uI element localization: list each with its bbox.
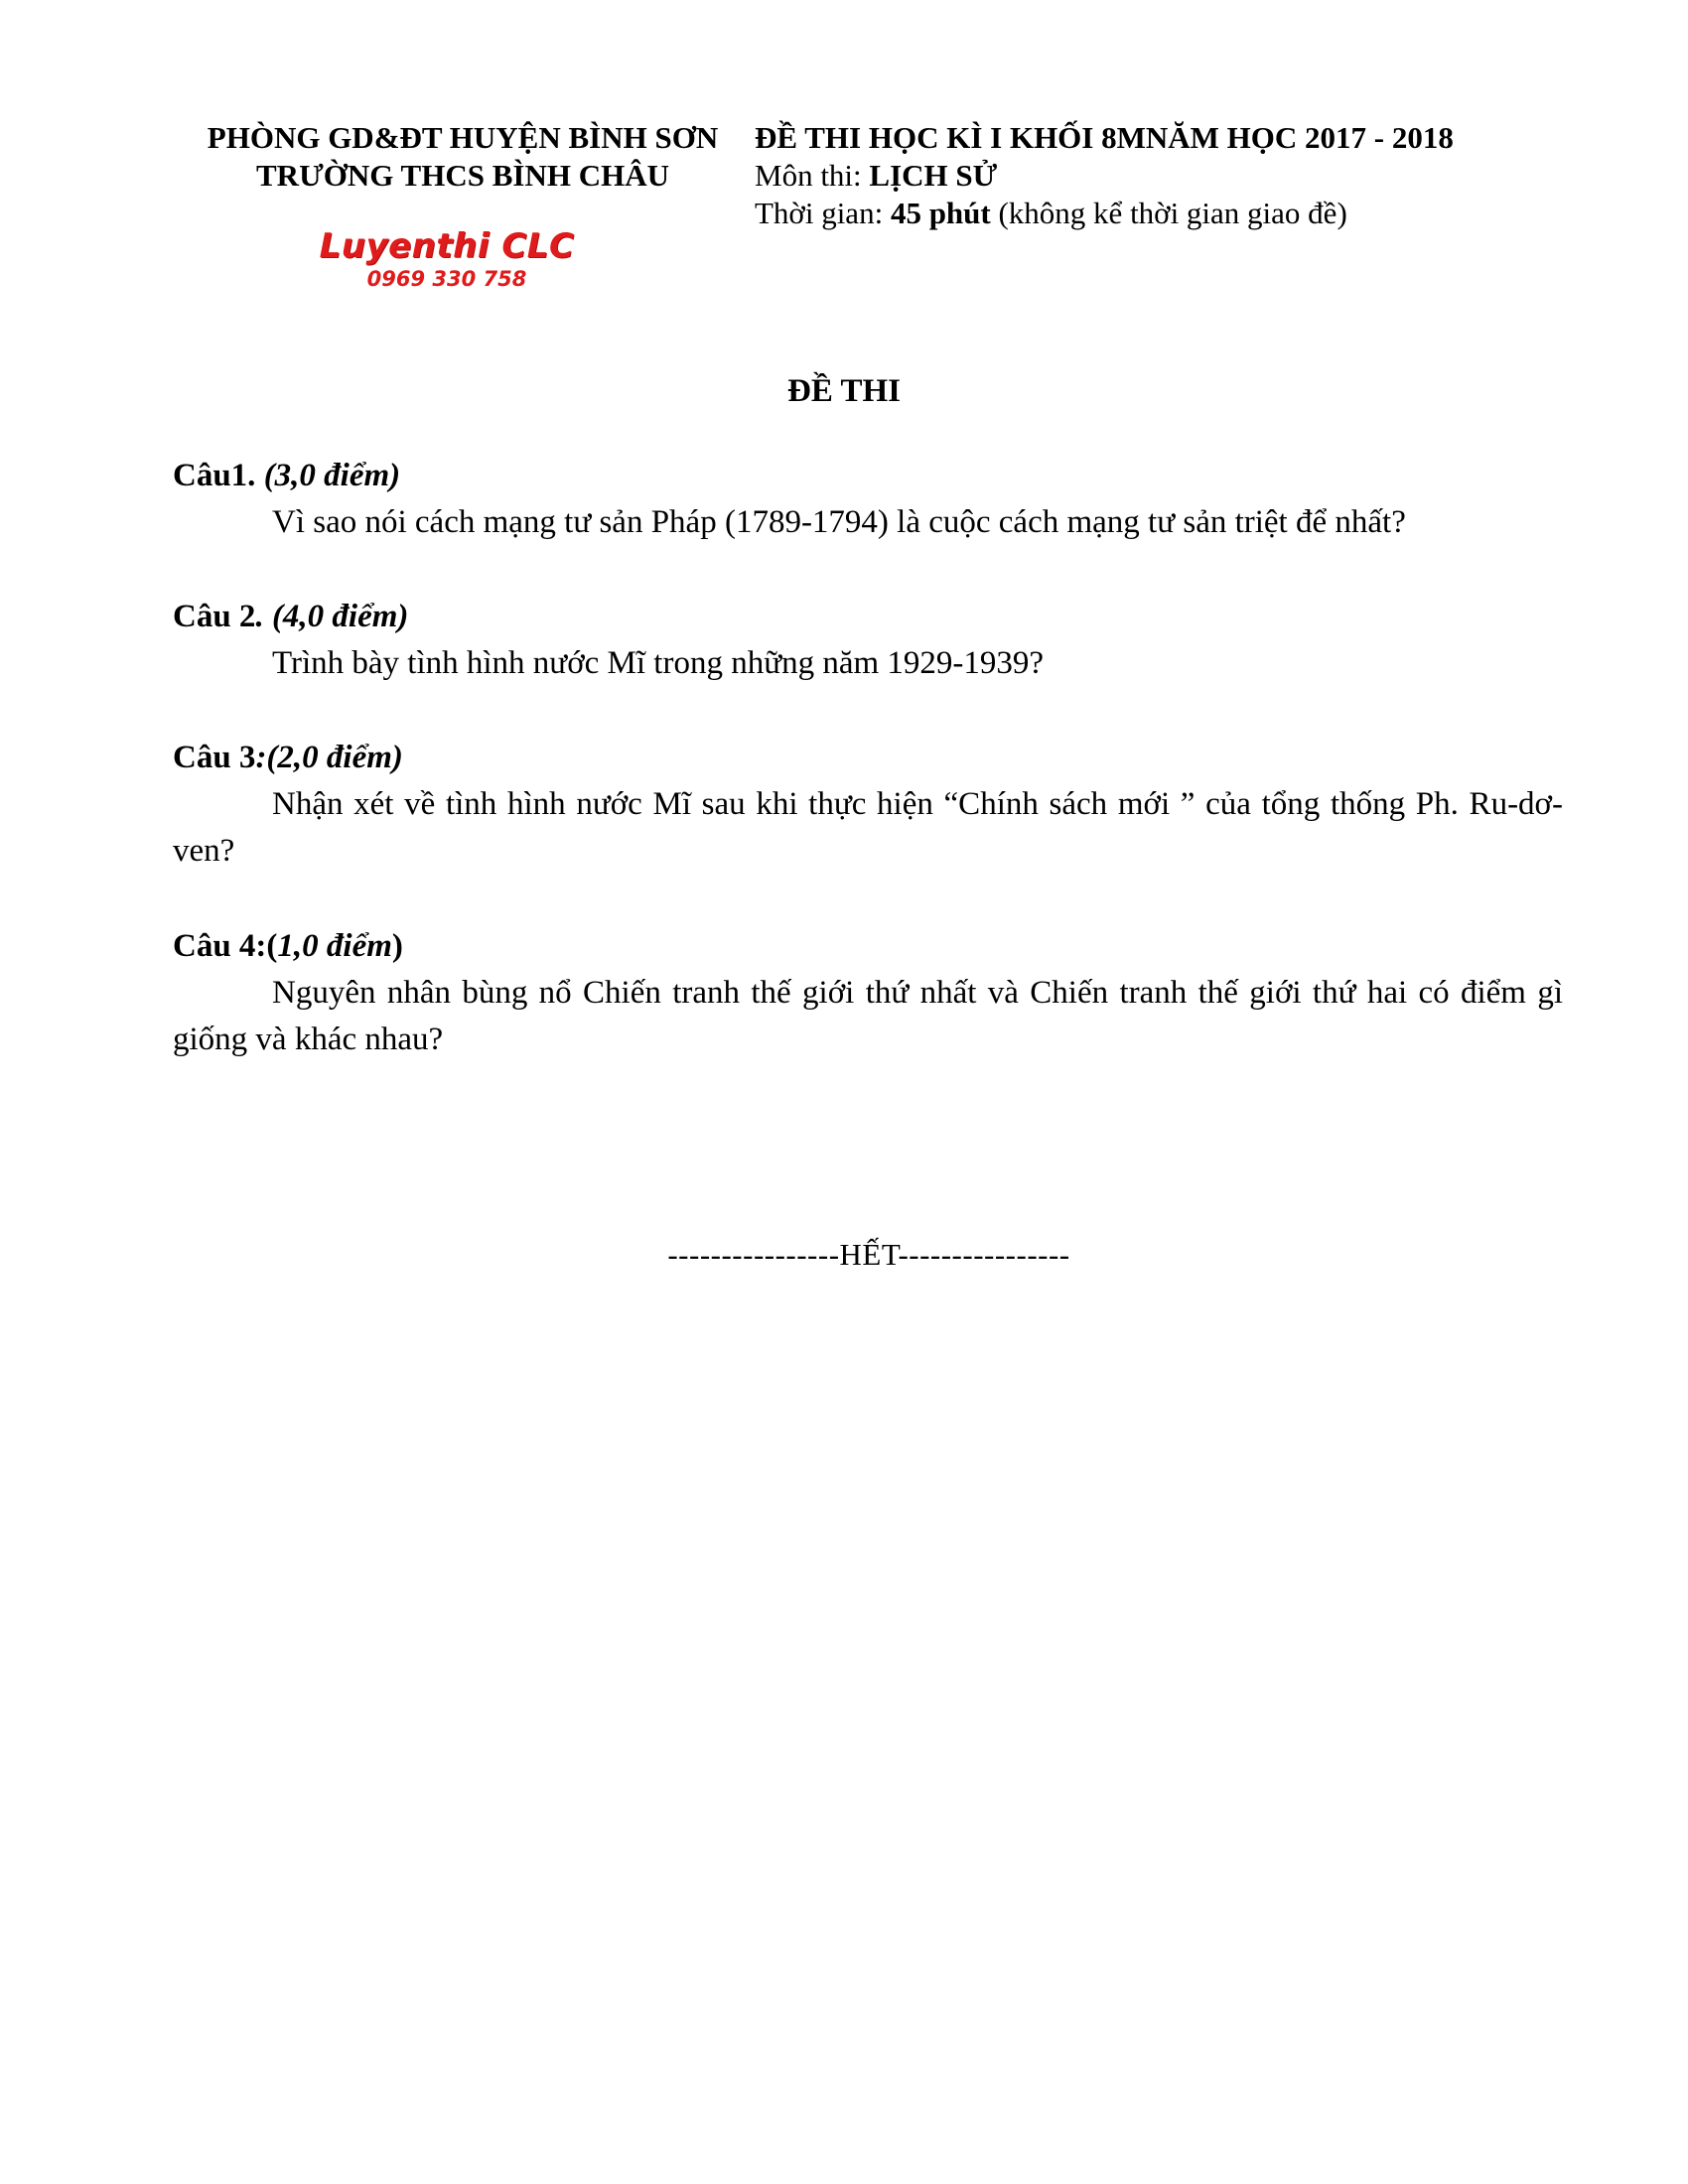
question-3-label: Câu 3 [173,740,256,775]
question-1-points: (3,0 điểm) [263,458,401,493]
question-2 [173,594,1563,687]
question-1-heading [173,453,1563,499]
question-3-points: :(2,0 điểm) [255,740,403,775]
question-4-heading [173,923,1563,970]
question-2-label: Câu 2 [173,599,256,634]
document-title: ĐỀ THI [786,373,902,409]
header-left [195,119,731,195]
time-line [755,195,1609,232]
question-1-label: Câu1. [173,458,264,493]
question-3-heading [173,735,1563,781]
question-4-text: Nguyên nhân bùng nổ Chiến tranh thế giới thứ nhất và Chiến tranh thế giới thứ hai có điểm gì giống và khác nhau? [173,975,1563,1057]
time-value: 45 phút [890,196,991,230]
question-3-text: Nhận xét về tình hình nước Mĩ sau khi thực hiện “Chính sách mới ” của tổng thống Ph. Ru-dơ-ven? [173,786,1563,869]
watermark-logo [290,226,604,294]
subject-value: LỊCH SỬ [869,158,998,193]
time-note: (không kể thời gian giao đề) [990,196,1347,230]
time-label: Thời gian: [755,196,891,230]
subject-line [755,157,1609,195]
question-2-points: . (4,0 điểm) [255,599,409,634]
exam-title: ĐỀ THI HỌC KÌ I KHỐI 8MNĂM HỌC 2017 - 2018 [755,120,1454,155]
question-4-label: Câu 4:( [173,928,278,964]
question-4 [173,923,1563,1063]
end-marker: ----------------HẾT---------------- [667,1237,1070,1272]
subject-label: Môn thi: [755,158,870,193]
school-name: TRƯỜNG THCS BÌNH CHÂU [256,158,669,193]
header-right [755,119,1609,232]
department-name: PHÒNG GD&ĐT HUYỆN BÌNH SƠN [207,120,719,155]
question-2-text: Trình bày tình hình nước Mĩ trong những năm 1929-1939? [272,645,1045,681]
question-4-points-suffix: ) [391,928,403,964]
question-2-heading [173,594,1563,640]
question-1-text: Vì sao nói cách mạng tư sản Pháp (1789-1794) là cuộc cách mạng tư sản triệt để nhất? [272,504,1406,540]
question-3 [173,735,1563,875]
question-4-points: 1,0 điểm [277,928,392,964]
logo-phone: 0969 330 758 [366,267,527,291]
question-1 [173,453,1563,546]
logo-name: Luyenthi CLC [319,226,575,266]
